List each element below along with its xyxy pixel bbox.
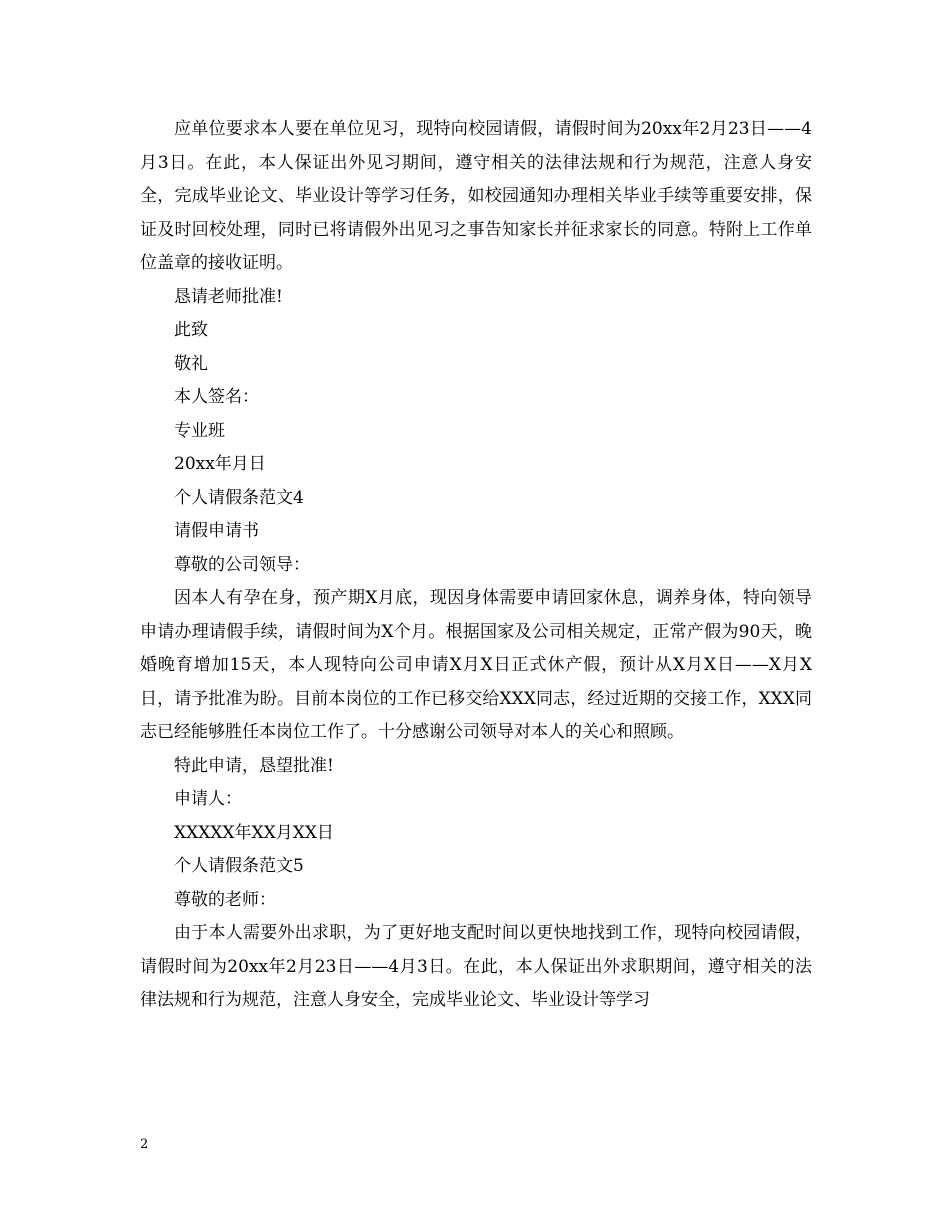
salutation-jingli: 敬礼 (174, 353, 208, 374)
signature-line: 本人签名： (174, 387, 259, 407)
applicant-date-line: XXXXX年XX月XX日 (174, 822, 334, 843)
salutation-cizhi: 此致 (174, 320, 208, 340)
date-line: 20xx年月日 (174, 454, 266, 474)
paragraph-job-search-leave: 由于本人需要外出求职，为了更好地支配时间以更快地找到工作，现特向校园请假，请假时间为20xx年2月23日——4月3日。在此，本人保证出外求职期间，遵守相关的法律法规和行为规范，注意人身安全，完成毕业论文、毕业设计等学习 (140, 923, 812, 1010)
paragraph-maternity-leave: 因本人有孕在身，预产期X月底，现因身体需要申请回家休息，调养身体，特向领导申请办理请假手续，请假时间为X个月。根据国家及公司相关规定，正常产假为90天，晚婚晚育增加15天，本人现特向公司申请X月X日正式休产假，预计从X月X日——X月X日，请予批准为盼。目前本岗位的工作已移交给XXX同志，经过近期的交接工作，XXX同志已经能够胜任本岗位工作了。十分感谢公司领导对本人的关心和照顾。 (140, 588, 812, 742)
greeting-company-leader: 尊敬的公司领导： (174, 554, 310, 575)
applicant-line: 申请人： (174, 789, 242, 809)
paragraph-internship-leave: 应单位要求本人要在单位见习，现特向校园请假，请假时间为20xx年2月23日——4月3日。在此，本人保证出外见习期间，遵守相关的法律法规和行为规范，注意人身安全，完成毕业论文、毕业设计等学习任务，如校园通知办理相关毕业手续等重要安排，保证及时回校处理，同时已将请假外出见习之事告知家长并征求家长的同意。特附上工作单位盖章的接收证明。 (140, 119, 812, 273)
page-number: 2 (140, 1137, 149, 1152)
section-title-4: 个人请假条范文4 (174, 487, 304, 508)
request-line: 特此申请，恳望批准! (174, 755, 334, 776)
greeting-teacher: 尊敬的老师： (174, 889, 276, 910)
major-class-line: 专业班 (174, 420, 225, 441)
document-body (140, 113, 812, 1018)
section-title-5: 个人请假条范文5 (174, 856, 304, 876)
request-approval-line: 恳请老师批准! (174, 286, 283, 307)
document-title: 请假申请书 (174, 521, 259, 541)
